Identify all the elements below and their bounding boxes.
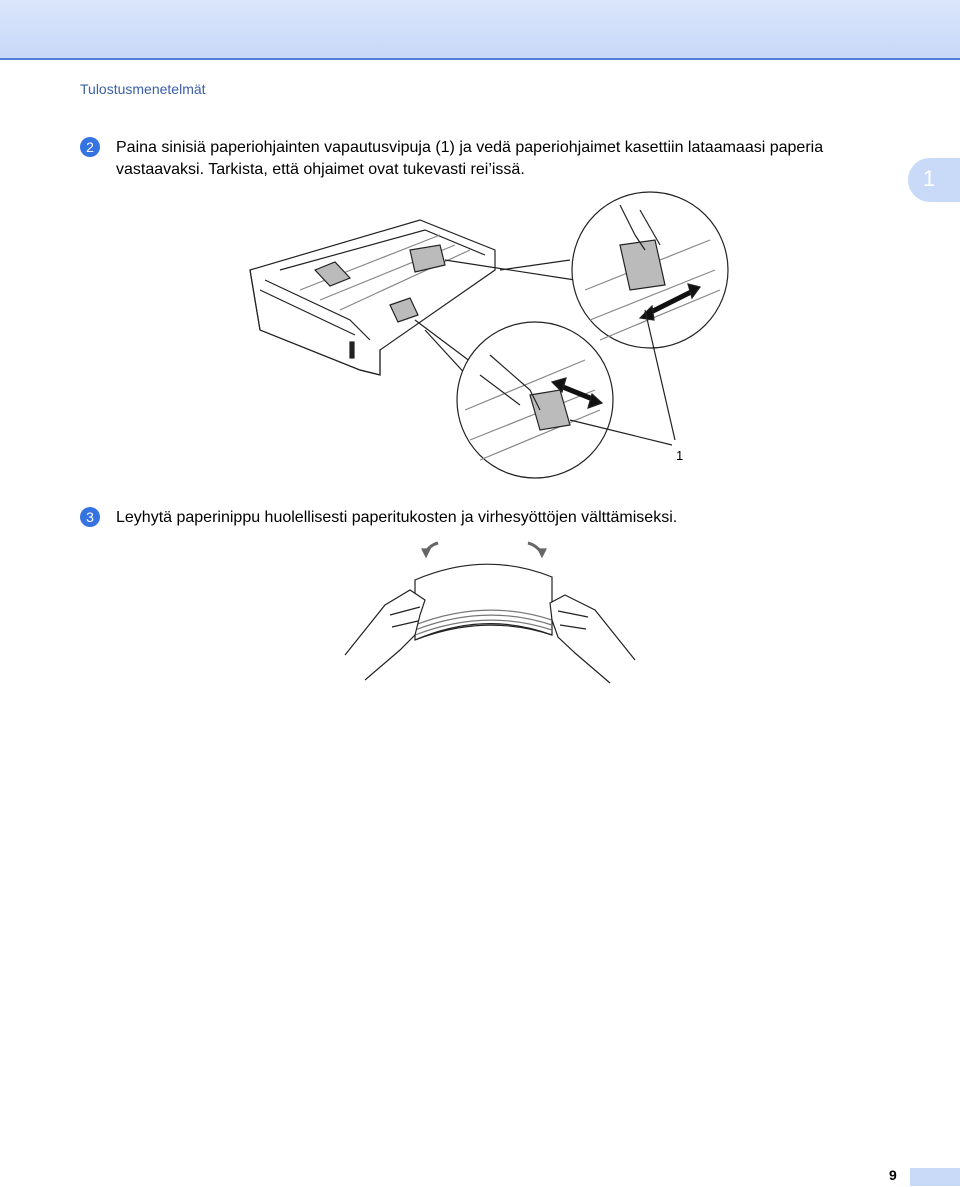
chapter-number: 1 (923, 166, 936, 191)
running-title: Tulostusmenetelmät (80, 81, 206, 97)
step-number-badge: 2 (80, 137, 100, 157)
step-3 (80, 507, 900, 529)
page-tab (910, 1168, 960, 1186)
page-number: 9 (889, 1167, 897, 1183)
step-text: Leyhytä paperinippu huolellisesti paperitukosten ja virhesyöttöjen välttämiseksi. (116, 509, 678, 526)
callout-1: 1 (676, 448, 684, 463)
step-text: Paina sinisiä paperiohjainten vapautusvipuja (1) ja vedä paperiohjaimet kasettiin lataamaasi paperia vastaavaksi. Tarkista, että ohjaimet ovat tukevasti rei’issä. (116, 139, 824, 178)
step-number-badge: 3 (80, 507, 100, 527)
fan-paper-illustration (330, 535, 650, 695)
header-band (0, 0, 960, 60)
chapter-tab (908, 158, 960, 202)
paper-tray-illustration (240, 190, 740, 490)
step-2 (80, 137, 900, 181)
